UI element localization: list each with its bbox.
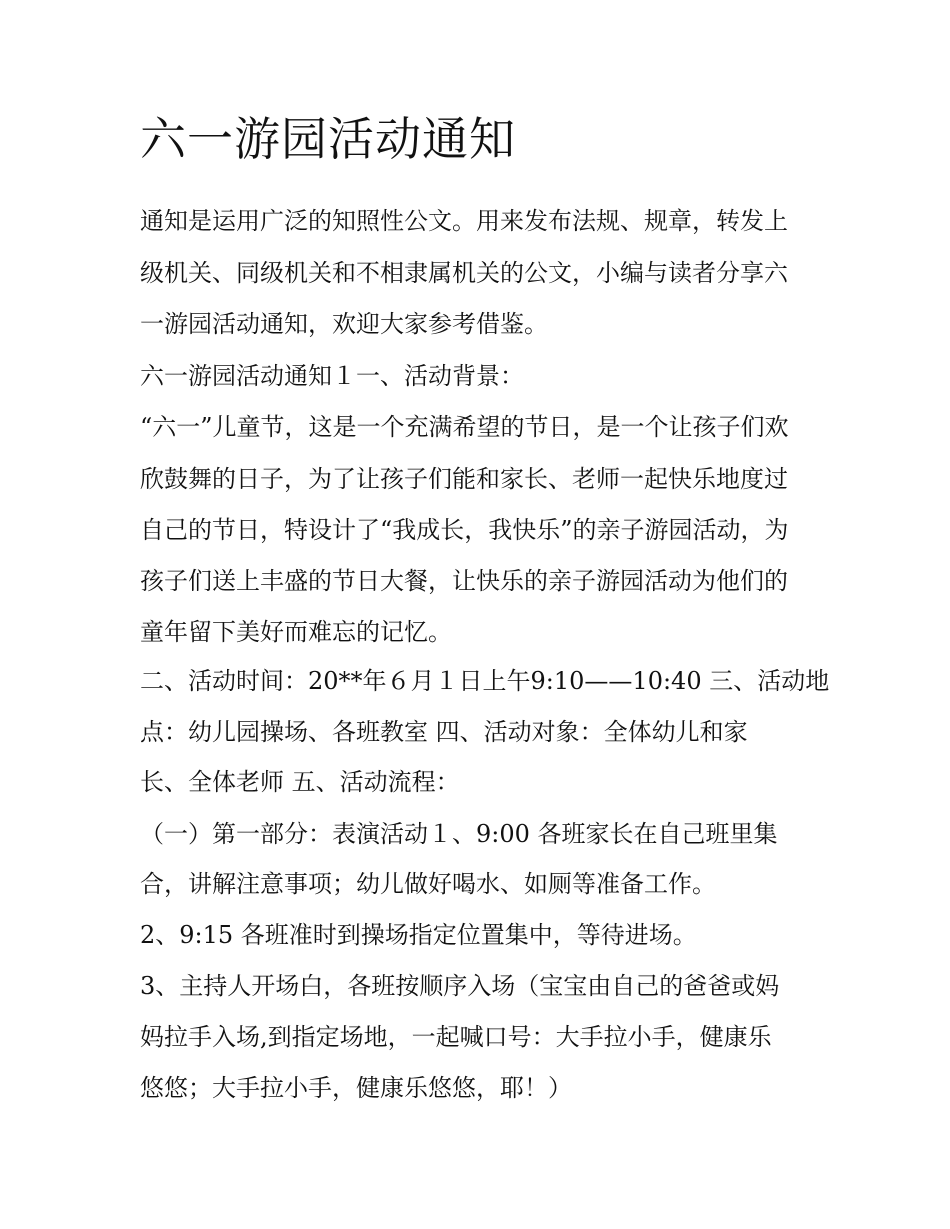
body-line: 长、全体老师 五、活动流程：: [140, 768, 460, 796]
body-line: 一游园活动通知，欢迎大家参考借鉴。: [140, 310, 548, 338]
body-line: 合，讲解注意事项；幼儿做好喝水、如厕等准备工作。: [140, 870, 716, 898]
body-line: 悠悠；大手拉小手，健康乐悠悠，耶！）: [140, 1074, 572, 1102]
body-line: 通知是运用广泛的知照性公文。用来发布法规、规章，转发上: [140, 207, 788, 235]
document-title: 六一游园活动通知: [140, 112, 516, 166]
body-line: 自己的节日，特设计了“我成长，我快乐”的亲子游园活动，为: [140, 516, 789, 544]
body-line: 二、活动时间：20**年６月１日上午9:10——10:40 三、活动地: [140, 667, 830, 695]
body-line: 童年留下美好而难忘的记忆。: [140, 618, 452, 646]
body-line: 点：幼儿园操场、各班教室 四、活动对象：全体幼儿和家: [140, 718, 748, 746]
body-line: 2、9:15 各班准时到操场指定位置集中，等待进场。: [140, 921, 697, 949]
body-line: 六一游园活动通知１一、活动背景：: [140, 362, 524, 390]
body-line: （一）第一部分：表演活动１、9:00 各班家长在自己班里集: [140, 820, 778, 848]
body-line: “六一”儿童节，这是一个充满希望的节日，是一个让孩子们欢: [140, 413, 789, 441]
body-line: 妈拉手入场,到指定场地，一起喊口号：大手拉小手，健康乐: [140, 1023, 772, 1051]
body-line: 级机关、同级机关和不相隶属机关的公文，小编与读者分享六: [140, 259, 788, 287]
body-line: 孩子们送上丰盛的节日大餐，让快乐的亲子游园活动为他们的: [140, 567, 788, 595]
body-line: 3、主持人开场白，各班按顺序入场（宝宝由自己的爸爸或妈: [140, 972, 780, 1000]
body-line: 欣鼓舞的日子，为了让孩子们能和家长、老师一起快乐地度过: [140, 465, 788, 493]
